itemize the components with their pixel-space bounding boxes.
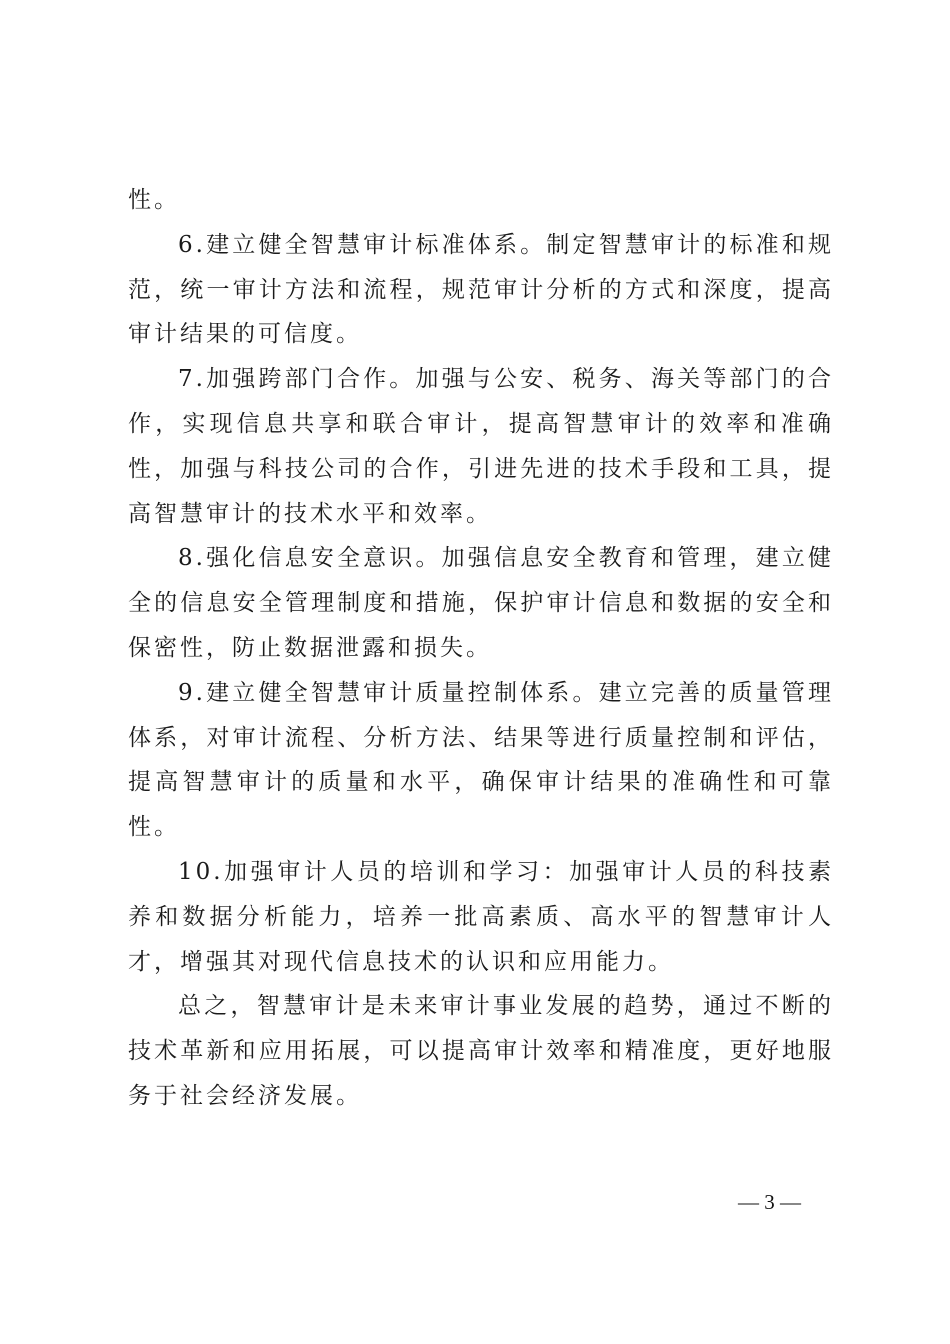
paragraph-item-9: 9.建立健全智慧审计质量控制体系。建立完善的质量管理体系，对审计流程、分析方法、结果等进行质量控制和评估，提高智慧审计的质量和水平，确保审计结果的准确性和可靠性。 (128, 679, 834, 841)
paragraph-item-6: 6.建立健全智慧审计标准体系。制定智慧审计的标准和规范，统一审计方法和流程，规范审计分析的方式和深度，提高审计结果的可信度。 (128, 231, 834, 348)
page-number: — 3 — (738, 1190, 801, 1214)
paragraph-item-7: 7.加强跨部门合作。加强与公安、税务、海关等部门的合作，实现信息共享和联合审计，提高智慧审计的效率和准确性，加强与科技公司的合作，引进先进的技术手段和工具，提高智慧审计的技术水平和效率。 (128, 366, 834, 527)
document-body (128, 178, 834, 1119)
paragraph-item-10: 10.加强审计人员的培训和学习：加强审计人员的科技素养和数据分析能力，培养一批高素质、高水平的智慧审计人才，增强其对现代信息技术的认识和应用能力。 (128, 858, 834, 975)
paragraph-continuation: 性。 (128, 187, 180, 213)
paragraph-item-8: 8.强化信息安全意识。加强信息安全教育和管理，建立健全的信息安全管理制度和措施，保护审计信息和数据的安全和保密性，防止数据泄露和损失。 (128, 545, 834, 661)
paragraph-conclusion: 总之，智慧审计是未来审计事业发展的趋势，通过不断的技术革新和应用拓展，可以提高审计效率和精准度，更好地服务于社会经济发展。 (128, 993, 834, 1109)
